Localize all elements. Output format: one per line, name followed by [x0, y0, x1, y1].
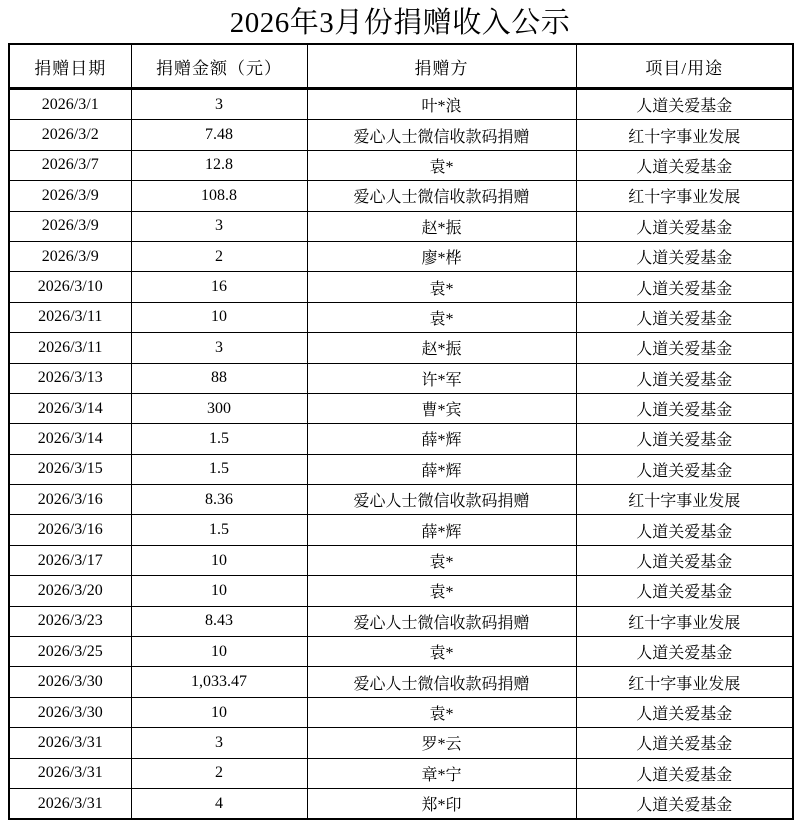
table-row [9, 363, 793, 393]
cell-donor: 爱心人士微信收款码捐赠 [307, 667, 576, 697]
cell-donor: 薛*辉 [307, 515, 576, 545]
cell-donor: 薛*辉 [307, 454, 576, 484]
cell-purpose: 人道关爱基金 [576, 393, 793, 423]
cell-purpose: 红十字事业发展 [576, 181, 793, 211]
cell-amount: 10 [131, 302, 307, 332]
cell-amount: 1.5 [131, 424, 307, 454]
table-row [9, 667, 793, 697]
table-row [9, 211, 793, 241]
table-row [9, 515, 793, 545]
cell-donor: 袁* [307, 637, 576, 667]
table-row [9, 697, 793, 727]
table-row [9, 606, 793, 636]
cell-donor: 叶*浪 [307, 89, 576, 120]
cell-donor: 爱心人士微信收款码捐赠 [307, 120, 576, 150]
cell-purpose: 人道关爱基金 [576, 89, 793, 120]
cell-amount: 3 [131, 89, 307, 120]
cell-donor: 薛*辉 [307, 424, 576, 454]
table-row [9, 424, 793, 454]
cell-purpose: 人道关爱基金 [576, 758, 793, 788]
cell-amount: 2 [131, 758, 307, 788]
cell-purpose: 人道关爱基金 [576, 241, 793, 271]
cell-date: 2026/3/31 [9, 758, 131, 788]
cell-purpose: 红十字事业发展 [576, 485, 793, 515]
cell-donor: 章*宁 [307, 758, 576, 788]
cell-donor: 袁* [307, 576, 576, 606]
cell-date: 2026/3/30 [9, 667, 131, 697]
cell-amount: 12.8 [131, 150, 307, 180]
donation-table-body [9, 89, 793, 820]
cell-donor: 爱心人士微信收款码捐赠 [307, 485, 576, 515]
cell-date: 2026/3/31 [9, 788, 131, 819]
table-row [9, 150, 793, 180]
cell-donor: 爱心人士微信收款码捐赠 [307, 606, 576, 636]
donation-table [8, 43, 794, 820]
table-row [9, 485, 793, 515]
cell-amount: 10 [131, 697, 307, 727]
cell-purpose: 人道关爱基金 [576, 637, 793, 667]
cell-donor: 郑*印 [307, 788, 576, 819]
cell-date: 2026/3/10 [9, 272, 131, 302]
cell-date: 2026/3/7 [9, 150, 131, 180]
table-row [9, 241, 793, 271]
cell-date: 2026/3/23 [9, 606, 131, 636]
header-purpose: 项目/用途 [576, 44, 793, 89]
cell-amount: 1.5 [131, 454, 307, 484]
cell-amount: 300 [131, 393, 307, 423]
table-row [9, 637, 793, 667]
cell-donor: 袁* [307, 697, 576, 727]
cell-date: 2026/3/15 [9, 454, 131, 484]
cell-amount: 88 [131, 363, 307, 393]
cell-purpose: 人道关爱基金 [576, 302, 793, 332]
cell-amount: 10 [131, 576, 307, 606]
table-row [9, 120, 793, 150]
cell-purpose: 人道关爱基金 [576, 545, 793, 575]
table-row [9, 89, 793, 120]
cell-purpose: 人道关爱基金 [576, 424, 793, 454]
header-donor: 捐赠方 [307, 44, 576, 89]
cell-donor: 许*军 [307, 363, 576, 393]
cell-amount: 16 [131, 272, 307, 302]
cell-donor: 袁* [307, 150, 576, 180]
cell-date: 2026/3/30 [9, 697, 131, 727]
cell-amount: 3 [131, 728, 307, 758]
cell-date: 2026/3/9 [9, 181, 131, 211]
table-row [9, 181, 793, 211]
cell-date: 2026/3/11 [9, 302, 131, 332]
cell-donor: 赵*振 [307, 211, 576, 241]
cell-amount: 4 [131, 788, 307, 819]
cell-donor: 罗*云 [307, 728, 576, 758]
cell-purpose: 人道关爱基金 [576, 211, 793, 241]
cell-donor: 爱心人士微信收款码捐赠 [307, 181, 576, 211]
cell-purpose: 人道关爱基金 [576, 515, 793, 545]
cell-purpose: 红十字事业发展 [576, 120, 793, 150]
cell-amount: 3 [131, 211, 307, 241]
cell-date: 2026/3/16 [9, 485, 131, 515]
cell-purpose: 人道关爱基金 [576, 697, 793, 727]
cell-date: 2026/3/2 [9, 120, 131, 150]
cell-amount: 10 [131, 637, 307, 667]
cell-amount: 2 [131, 241, 307, 271]
cell-amount: 108.8 [131, 181, 307, 211]
table-row [9, 333, 793, 363]
cell-amount: 7.48 [131, 120, 307, 150]
cell-amount: 3 [131, 333, 307, 363]
cell-purpose: 红十字事业发展 [576, 667, 793, 697]
cell-purpose: 人道关爱基金 [576, 788, 793, 819]
cell-date: 2026/3/17 [9, 545, 131, 575]
header-amount: 捐赠金额（元） [131, 44, 307, 89]
table-row [9, 454, 793, 484]
table-row [9, 393, 793, 423]
cell-donor: 曹*宾 [307, 393, 576, 423]
cell-purpose: 人道关爱基金 [576, 272, 793, 302]
cell-donor: 袁* [307, 272, 576, 302]
table-row [9, 788, 793, 819]
cell-purpose: 人道关爱基金 [576, 363, 793, 393]
cell-date: 2026/3/20 [9, 576, 131, 606]
cell-date: 2026/3/13 [9, 363, 131, 393]
table-row [9, 758, 793, 788]
cell-purpose: 人道关爱基金 [576, 576, 793, 606]
cell-amount: 8.36 [131, 485, 307, 515]
cell-date: 2026/3/25 [9, 637, 131, 667]
cell-date: 2026/3/14 [9, 393, 131, 423]
cell-amount: 1,033.47 [131, 667, 307, 697]
cell-donor: 赵*振 [307, 333, 576, 363]
cell-purpose: 人道关爱基金 [576, 454, 793, 484]
cell-date: 2026/3/16 [9, 515, 131, 545]
donation-table-header [9, 44, 793, 89]
table-row [9, 728, 793, 758]
table-row [9, 302, 793, 332]
header-row [9, 44, 793, 89]
cell-date: 2026/3/14 [9, 424, 131, 454]
cell-donor: 廖*桦 [307, 241, 576, 271]
table-row [9, 272, 793, 302]
cell-purpose: 红十字事业发展 [576, 606, 793, 636]
cell-purpose: 人道关爱基金 [576, 333, 793, 363]
table-row [9, 545, 793, 575]
table-row [9, 576, 793, 606]
cell-date: 2026/3/11 [9, 333, 131, 363]
cell-purpose: 人道关爱基金 [576, 728, 793, 758]
cell-date: 2026/3/9 [9, 211, 131, 241]
cell-date: 2026/3/9 [9, 241, 131, 271]
cell-date: 2026/3/31 [9, 728, 131, 758]
cell-purpose: 人道关爱基金 [576, 150, 793, 180]
header-date: 捐赠日期 [9, 44, 131, 89]
cell-date: 2026/3/1 [9, 89, 131, 120]
cell-donor: 袁* [307, 302, 576, 332]
page-title: 2026年3月份捐赠收入公示 [229, 7, 571, 39]
cell-amount: 10 [131, 545, 307, 575]
cell-amount: 1.5 [131, 515, 307, 545]
cell-donor: 袁* [307, 545, 576, 575]
cell-amount: 8.43 [131, 606, 307, 636]
